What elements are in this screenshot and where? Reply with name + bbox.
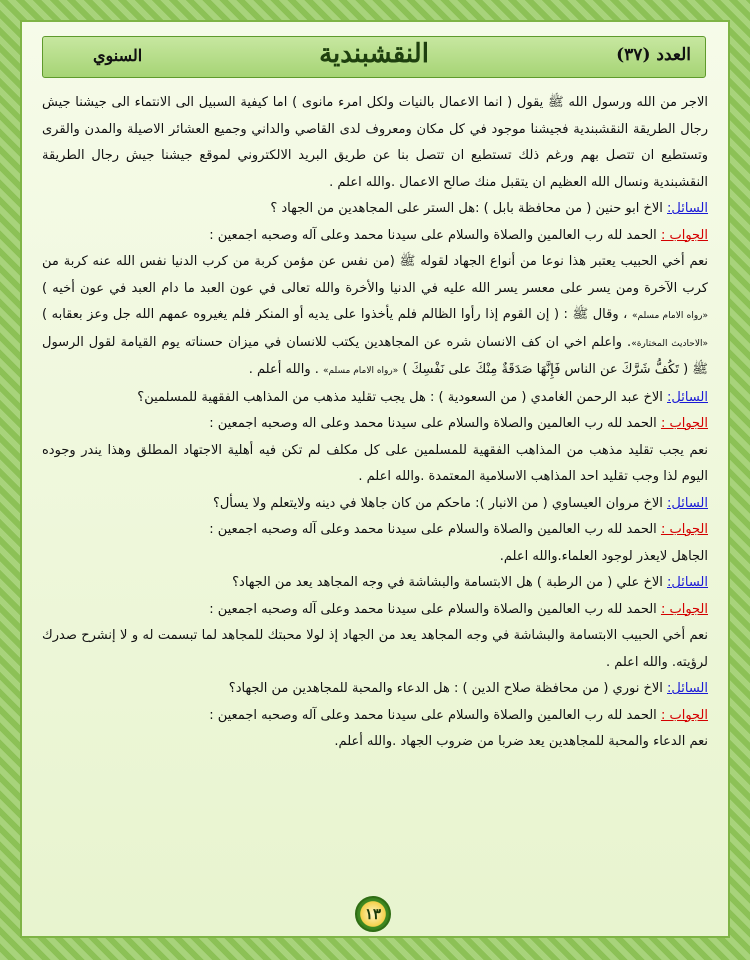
intro-paragraph: الاجر من الله ورسول الله ﷺ يقول ( انما الاعمال بالنيات ولكل امرء مانوى ) اما كيفية السبيل الى الانتماء الى جيشنا جيش رجال الطريقة النقشبندية فجيشنا موجود في كل مكان ومعروف لدى القاصي والداني وجميع العشائر الاصيلة والمدن والقرى وتستطيع ان تتصل بهم ورغم ذلك تستطيع ان تتصل بنا عن طريق البريد الالكتروني لموقع جيشنا جيش رجال الطريقة النقشبندية ونسال الله العظيم ان يتقبل منك صالح الاعمال .والله اعلم . xyxy=(42,95,708,190)
answer-opening: الحمد لله رب العالمين والصلاة والسلام على سيدنا محمد وعلى اله وصحبه اجمعين : xyxy=(209,416,657,431)
answer-4-body: نعم أخي الحبيب الابتسامة والبشاشة في وجه المجاهد يعد من الجهاد إذ لولا محبتك للمجاهد لما تبسمت له و لا إنشرح صدرك لرؤيته. والله اعلم . xyxy=(42,628,708,670)
question-text: الاخ علي ( من الرطبة ) هل الابتسامة والبشاشة في وجه المجاهد يعد من الجهاد؟ xyxy=(232,575,663,590)
question-5 xyxy=(42,676,708,703)
question-text: الاخ نوري ( من محافظة صلاح الدين ) : هل الدعاء والمحبة للمجاهدين من الجهاد؟ xyxy=(228,681,663,696)
answer-2-opening xyxy=(42,411,708,438)
answer-opening: الحمد لله رب العالمين والصلاة والسلام على سيدنا محمد وعلى آله وصحبه اجمعين : xyxy=(209,601,657,617)
hadith-citation: «الاحاديث المختارة» xyxy=(631,338,708,349)
page-number-badge: ١٣ xyxy=(355,896,391,932)
answer-text: نعم أخي الحبيب يعتبر هذا نوعا من أنواع الجهاد لقوله ﷺ (من نفس عن مؤمن كربة من كرب الدنيا نفس الله عنه كربة من كرب الآخرة ومن يسر على معسر يسر الله عليه في الدنيا والأخرة والله تعالى في عون العبد ما دام العبد في عون أخيه ) xyxy=(42,254,708,296)
answer-4-opening xyxy=(42,597,708,624)
answer-opening: الحمد لله رب العالمين والصلاة والسلام على سيدنا محمد وعلى آله وصحبه اجمعين : xyxy=(209,227,657,243)
answer-closing: . والله أعلم . xyxy=(248,362,319,377)
answer-label: الجواب : xyxy=(660,707,708,723)
question-3 xyxy=(42,491,708,518)
answer-label: الجواب : xyxy=(660,522,708,537)
answer-text: . واعلم اخي ان كف الانسان شره عن المجاهدين يكتب للانسان في ميزان حسناته يوم القيامة لقول الرسول ﷺ ( تَكُفُّ شَرَّكَ عن الناس فَإِنَّهَا صَدَقَةٌ مِنْكَ على نَفْسِكَ ) xyxy=(42,334,708,377)
answer-opening: الحمد لله رب العالمين والصلاة والسلام على سيدنا محمد وعلى آله وصحبه اجمعين : xyxy=(209,707,657,723)
article-body xyxy=(42,90,708,756)
page-header xyxy=(42,36,706,78)
question-text: الاخ ابو حنين ( من محافظة بابل ) :هل الستر على المجاهدين من الجهاد ؟ xyxy=(270,201,663,216)
question-label: السائل: xyxy=(667,575,708,590)
question-4 xyxy=(42,570,708,597)
question-label: السائل: xyxy=(667,389,708,405)
answer-label: الجواب : xyxy=(660,416,708,431)
hadith-citation: «رواه الامام مسلم» xyxy=(323,366,399,376)
question-label: السائل: xyxy=(667,201,708,216)
answer-opening: الحمد لله رب العالمين والصلاة والسلام على سيدنا محمد وعلى آله وصحبه اجمعين : xyxy=(209,522,657,537)
answer-1-opening xyxy=(42,223,708,250)
question-text: الاخ مروان العيساوي ( من الانبار ): ماحكم من كان جاهلا في دينه ولايتعلم ولا يسأل؟ xyxy=(212,495,663,511)
question-1 xyxy=(42,196,708,223)
answer-3-body: الجاهل لايعذر لوجود العلماء.والله اعلم. xyxy=(499,548,708,564)
answer-label: الجواب : xyxy=(660,601,708,617)
publication-period: السنوي xyxy=(93,46,143,65)
answer-5-body: نعم الدعاء والمحبة للمجاهدين يعد ضربا من ضروب الجهاد .والله أعلم. xyxy=(334,734,708,749)
question-2 xyxy=(42,385,708,412)
question-text: الاخ عبد الرحمن الغامدي ( من السعودية ) : هل يجب تقليد مذهب من المذاهب الفقهية للمسلمين؟ xyxy=(137,389,663,405)
answer-label: الجواب : xyxy=(660,227,708,243)
question-label: السائل: xyxy=(667,495,708,511)
answer-3-opening xyxy=(42,517,708,544)
answer-5-opening xyxy=(42,703,708,730)
hadith-citation: «رواه الامام مسلم» xyxy=(631,311,709,321)
answer-1-body xyxy=(42,249,708,385)
issue-number: العدد (٣٧) xyxy=(616,45,691,65)
answer-2-body: نعم يجب تقليد مذهب من المذاهب الفقهية للمسلمين على كل مكلف لم تكن فيه أهلية الاجتهاد المطلق وهذا يندر وجوده اليوم لذا وجب تقليد احد المذاهب الاسلامية المعتمدة .والله اعلم . xyxy=(42,442,708,484)
question-label: السائل: xyxy=(667,681,708,696)
answer-text: ، وقال ﷺ : ( إن القوم إذا رأوا الظالم فلم يأخذوا على يديه أو المنكر فلم يغيروه عمهم الله جل وعز بعقابه ) xyxy=(42,307,628,322)
masthead-title: النقشبندية xyxy=(319,39,429,69)
